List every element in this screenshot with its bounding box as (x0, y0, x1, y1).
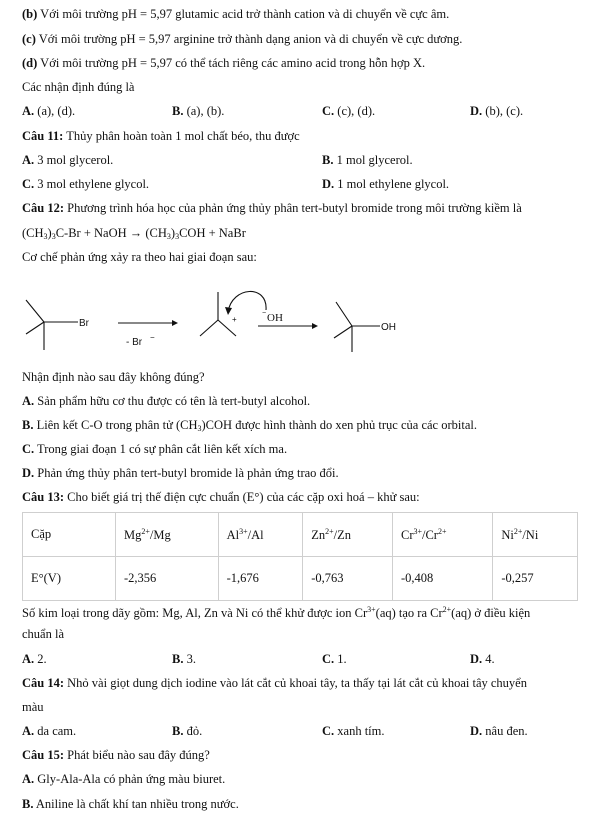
option-subscript: 3 (197, 424, 202, 433)
equation (22, 226, 246, 244)
ion-charge: 2+ (442, 605, 452, 614)
arrow-head-icon (172, 320, 178, 326)
question-label: Câu 15: (22, 748, 65, 762)
bromine-label: Br (79, 318, 89, 329)
equation-subscript: 3 (51, 232, 56, 241)
option-label: A. (22, 652, 35, 666)
option-a[interactable] (22, 153, 113, 167)
value-cell: -2,356 (116, 557, 219, 601)
option-b[interactable] (172, 652, 196, 666)
mechanism-diagram (22, 288, 442, 366)
pair-red: /Cr (422, 527, 438, 542)
question-text: (aq) ở điều kiện (451, 606, 531, 620)
pair-cell (218, 513, 303, 557)
option-b[interactable] (322, 153, 413, 167)
option-text: 2. (34, 652, 47, 666)
pair-charge: 2+ (141, 526, 150, 536)
prompt-correct: Các nhận định đúng là (22, 80, 135, 94)
option-d[interactable] (22, 466, 339, 480)
option-label: A. (22, 104, 35, 118)
value-cell: -0,257 (493, 557, 578, 601)
equation-subscript: 3 (43, 232, 48, 241)
option-label: B. (172, 104, 184, 118)
option-c[interactable] (322, 652, 347, 666)
option-text: (c), (d). (334, 104, 376, 118)
equation-part: COH + NaBr (179, 226, 246, 240)
equation-subscript: 3 (175, 232, 180, 241)
option-d[interactable] (470, 104, 523, 118)
equation-part: ) (170, 226, 176, 240)
option-text: (a), (b). (183, 104, 225, 118)
option-d[interactable] (470, 724, 528, 738)
option-text: da cam. (34, 724, 77, 738)
option-label: B. (22, 797, 34, 811)
pair-red: /Al (247, 527, 264, 542)
pair-red: /Mg (149, 527, 171, 542)
cation-charge: + (232, 315, 237, 324)
option-label: D. (22, 466, 35, 480)
pair-charge: 3+ (413, 526, 422, 536)
option-b[interactable] (172, 104, 224, 118)
pair-ox: Al (226, 527, 240, 542)
pair-cell (303, 513, 393, 557)
statement-d (22, 56, 425, 70)
question-label: Câu 13: (22, 490, 65, 504)
question-14-cont: màu (22, 700, 44, 714)
option-label: A. (22, 394, 35, 408)
option-text: nâu đen. (482, 724, 528, 738)
statement-label: (b) (22, 7, 38, 21)
option-a[interactable] (22, 652, 47, 666)
option-text: 1. (334, 652, 347, 666)
option-d[interactable] (470, 652, 495, 666)
electrode-potential-table (22, 512, 578, 601)
option-c[interactable] (322, 724, 385, 738)
option-label: C. (322, 724, 335, 738)
tert-butyl-bromide-structure (26, 300, 78, 350)
statement-text: Với môi trường pH = 5,97 có thể tách riêng các amino acid trong hỗn hợp X. (37, 56, 426, 70)
option-c[interactable] (22, 177, 149, 191)
value-cell: -0,763 (303, 557, 393, 601)
question-text: (aq) tạo ra Cr (375, 606, 443, 620)
question-11 (22, 129, 300, 143)
pair-ox: Cr (400, 527, 414, 542)
hydroxyl-label: OH (381, 322, 396, 333)
option-text: Aniline là chất khí tan nhiều trong nước. (33, 797, 239, 811)
option-text: (b), (c). (482, 104, 524, 118)
pair-charge: 3+ (239, 526, 248, 536)
pair-charge: 2+ (513, 526, 523, 536)
ion-charge: 3+ (367, 605, 376, 614)
option-label: C. (322, 652, 335, 666)
statement-b (22, 7, 449, 21)
tert-butyl-alcohol-structure (334, 302, 380, 352)
carbocation-structure (200, 292, 236, 336)
question-text: Phát biểu nào sau đây đúng? (64, 748, 210, 762)
option-label: D. (470, 724, 483, 738)
option-a[interactable] (22, 772, 225, 786)
equation-part: ) (47, 226, 52, 240)
option-label: D. (470, 652, 483, 666)
question-text: Nhỏ vài giọt dung dịch iodine vào lát cắt củ khoai tây, ta thấy tại lát cắt củ khoai tây chuyển (64, 676, 527, 690)
option-label: D. (470, 104, 483, 118)
option-label: C. (22, 177, 35, 191)
question-text: Cho biết giá trị thế điện cực chuẩn (E°) của các cặp oxi hoá – khử sau: (64, 490, 420, 504)
statement-c (22, 32, 462, 46)
question-12-prompt: Nhận định nào sau đây không đúng? (22, 370, 205, 384)
option-b[interactable] (172, 724, 202, 738)
option-text: 1 mol ethylene glycol. (334, 177, 450, 191)
option-text: 4. (482, 652, 495, 666)
question-13-prompt (22, 603, 530, 620)
statement-text: Với môi trường pH = 5,97 arginine trở thành dạng anion và di chuyển về cực dương. (35, 32, 463, 46)
pair-ox: Mg (124, 527, 142, 542)
statement-text: Với môi trường pH = 5,97 glutamic acid trở thành cation và di chuyển về cực âm. (37, 7, 450, 21)
question-15 (22, 748, 210, 762)
question-label: Câu 12: (22, 201, 65, 215)
arrow-head-icon (312, 323, 318, 329)
option-text: 3. (183, 652, 196, 666)
pair-ox: Ni (501, 527, 514, 542)
table-row (23, 513, 578, 557)
option-text: Phản ứng thủy phân tert-butyl bromide là phản ứng trao đổi. (34, 466, 339, 480)
row-label-cell: E°(V) (23, 557, 116, 601)
option-a[interactable] (22, 394, 310, 408)
equation-subscript: 3 (166, 232, 171, 241)
curved-arrow-icon (228, 291, 266, 312)
pair-cell (392, 513, 492, 557)
pair-red: /Ni (522, 527, 539, 542)
option-label: A. (22, 724, 35, 738)
leaving-group-label: - Br (126, 337, 143, 348)
header-cell: Cặp (23, 513, 116, 557)
pair-charge: 2+ (325, 526, 334, 536)
value-cell: -0,408 (392, 557, 492, 601)
option-label: B. (172, 724, 184, 738)
question-13 (22, 490, 420, 504)
option-text: 1 mol glycerol. (333, 153, 413, 167)
option-c[interactable] (22, 442, 287, 456)
option-label: A. (22, 153, 35, 167)
question-text: Số kim loại trong dãy gồm: Mg, Al, Zn và Ni có thể khử được ion Cr (22, 606, 368, 620)
pair-cell (493, 513, 578, 557)
leaving-group-charge: − (150, 333, 155, 342)
option-text: 3 mol glycerol. (34, 153, 114, 167)
statement-label: (d) (22, 56, 38, 70)
option-b[interactable] (22, 797, 239, 811)
option-label: D. (322, 177, 335, 191)
option-d[interactable] (322, 177, 449, 191)
question-text: Thủy phân hoàn toàn 1 mol chất béo, thu được (63, 129, 300, 143)
equation-part: (CH (22, 226, 44, 240)
question-label: Câu 14: (22, 676, 65, 690)
option-b[interactable] (22, 418, 477, 436)
question-label: Câu 11: (22, 129, 64, 143)
option-text: đỏ. (183, 724, 203, 738)
option-text: Sản phẩm hữu cơ thu được có tên là tert-butyl alcohol. (34, 394, 311, 408)
option-label: C. (22, 442, 35, 456)
table-row (23, 557, 578, 601)
value-cell: -1,676 (218, 557, 303, 601)
option-text: xanh tím. (334, 724, 385, 738)
question-13-prompt-cont: chuẩn là (22, 627, 64, 641)
pair-red: /Zn (333, 527, 351, 542)
question-14 (22, 676, 527, 690)
option-text: Gly-Ala-Ala có phản ứng màu biuret. (34, 772, 226, 786)
nucleophile-label: OH (267, 312, 283, 324)
option-label: B. (172, 652, 184, 666)
option-c[interactable] (322, 104, 375, 118)
option-a[interactable] (22, 724, 76, 738)
pair-ox: Zn (311, 527, 326, 542)
option-label: B. (322, 153, 334, 167)
question-12 (22, 201, 522, 215)
pair-charge: 2+ (437, 526, 447, 536)
option-text: Liên kết C-O trong phân tử (CH (33, 418, 198, 432)
pair-cell (116, 513, 219, 557)
option-text: (a), (d). (34, 104, 76, 118)
nucleophile-charge: − (262, 310, 267, 317)
option-label: C. (322, 104, 335, 118)
option-text: Trong giai đoạn 1 có sự phân cắt liên kết xích ma. (34, 442, 288, 456)
mechanism-intro: Cơ chế phản ứng xảy ra theo hai giai đoạn sau: (22, 250, 257, 264)
curved-arrow-head-icon (225, 307, 232, 315)
statement-label: (c) (22, 32, 36, 46)
option-text: )COH được hình thành do xen phủ trục của các orbital. (201, 418, 477, 432)
option-a[interactable] (22, 104, 75, 118)
option-text: 3 mol ethylene glycol. (34, 177, 150, 191)
equation-part: C-Br + NaOH → (CH (55, 226, 167, 240)
option-label: B. (22, 418, 34, 432)
option-label: A. (22, 772, 35, 786)
question-text: Phương trình hóa học của phản ứng thủy phân tert-butyl bromide trong môi trường kiềm là (64, 201, 522, 215)
